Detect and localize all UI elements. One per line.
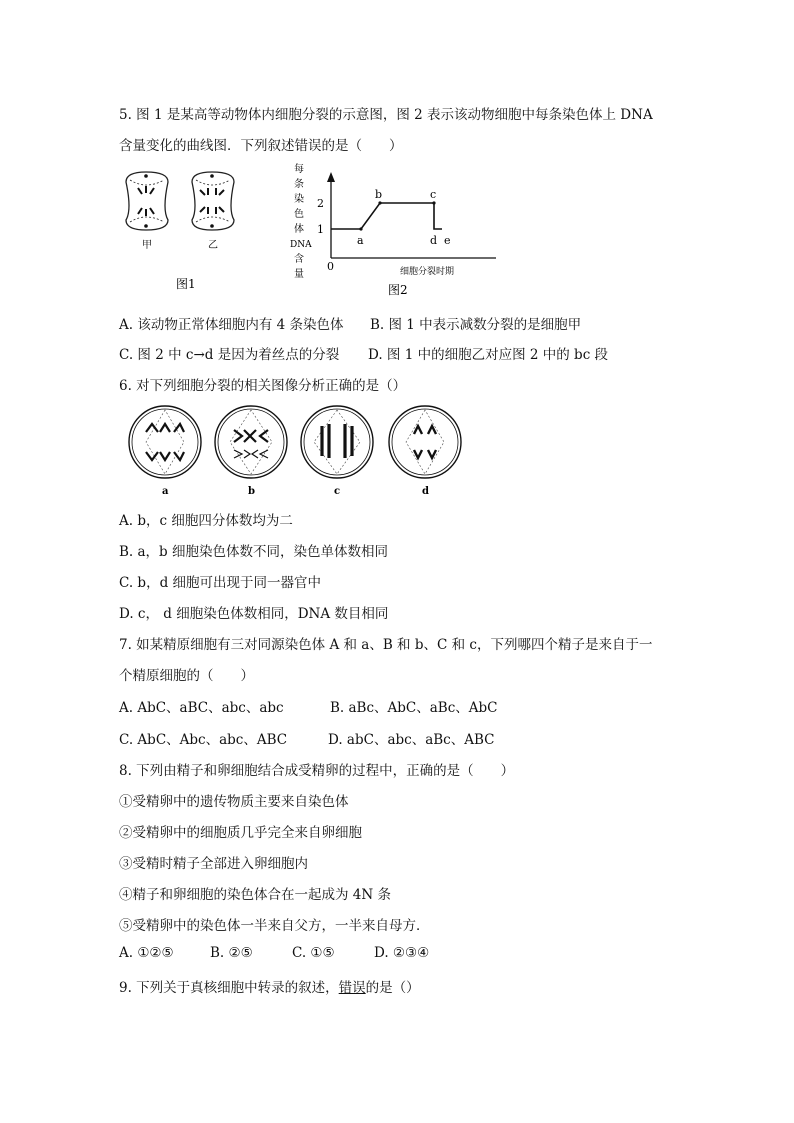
ylabel-char-8: 量: [294, 269, 304, 280]
q7-option-b: B. aBc、AbC、aBc、AbC: [330, 700, 498, 716]
ylabel-char-1: 每: [294, 164, 304, 175]
x-axis-label: 细胞分裂时期: [400, 267, 455, 277]
ylabel-char-2: 条: [294, 179, 304, 190]
q7-option-c: C. AbC、Abc、abc、ABC: [119, 732, 288, 748]
q6-option-b: B. a，b 细胞染色体数不同，染色单体数相同: [119, 544, 388, 560]
figure-1-caption: 图1: [176, 277, 196, 291]
q6-option-c: C. b，d 细胞可出现于同一器官中: [119, 575, 322, 591]
cell-yi-drawing: [192, 172, 234, 230]
ylabel-char-7: 含: [294, 254, 304, 265]
q8-statement-1: ①受精卵中的遗传物质主要来自染色体: [119, 794, 349, 810]
ylabel-char-6: DNA: [290, 240, 312, 250]
ylabel-char-5: 体: [294, 224, 304, 235]
point-b-dot: [378, 201, 381, 204]
point-e-label: e: [444, 234, 451, 247]
q7-stem-line1: 7. 如某精原细胞有三对同源染色体 A 和 a、B 和 b、C 和 c，下列哪四个精子是来自于一: [119, 637, 653, 653]
q5-option-d: D. 图 1 中的细胞乙对应图 2 中的 bc 段: [368, 347, 609, 363]
tick-y-2: 2: [317, 197, 324, 210]
q8-stem: 8. 下列由精子和卵细胞结合成受精卵的过程中，正确的是（ ）: [119, 763, 515, 779]
dna-curve: [331, 203, 442, 229]
cell-jia-drawing: [126, 172, 168, 230]
point-a-label: a: [357, 234, 364, 247]
tick-y-1: 1: [317, 223, 324, 236]
q6-cell-figures: [126, 402, 471, 498]
y-axis-label: [290, 162, 312, 280]
cell-c-drawing: [301, 406, 373, 478]
cell-d-drawing: [389, 406, 461, 478]
q6-option-d: D. c， d 细胞染色体数相同，DNA 数目相同: [119, 606, 389, 622]
cell-b-drawing: [215, 406, 287, 478]
q5-stem-line1: 5. 图 1 是某高等动物体内细胞分裂的示意图，图 2 表示该动物细胞中每条染色体上 DNA: [119, 107, 653, 123]
ylabel-char-4: 色: [294, 209, 304, 220]
point-c-dot: [432, 201, 435, 204]
ylabel-char-3: 染: [294, 194, 304, 205]
point-d-label: d: [430, 234, 438, 247]
q5-option-c: C. 图 2 中 c→d 是因为着丝点的分裂: [119, 347, 340, 363]
q8-statement-5: ⑤受精卵中的染色体一半来自父方，一半来自母方．: [119, 918, 430, 934]
cell-a-label: a: [162, 486, 169, 497]
q9-stem-underlined: 错误: [338, 980, 366, 996]
cell-yi-label: 乙: [208, 240, 218, 251]
q7-option-a: A. AbC、aBC、abc、abc: [119, 700, 284, 716]
q8-option-a: A. ①②⑤: [119, 945, 174, 961]
figure-2-caption: 图2: [388, 283, 408, 297]
q8-option-d: D. ②③④: [374, 945, 430, 961]
q8-statement-4: ④精子和卵细胞的染色体合在一起成为 4N 条: [119, 887, 391, 903]
y-axis-arrow: [327, 172, 335, 182]
q8-statement-2: ②受精卵中的细胞质几乎完全来自卵细胞: [119, 825, 362, 841]
q5-option-a: A. 该动物正常体细胞内有 4 条染色体: [119, 317, 344, 333]
point-a-dot: [359, 227, 362, 230]
cell-d-label: d: [422, 486, 429, 497]
q9-stem-prefix: 9. 下列关于真核细胞中转录的叙述，: [119, 980, 339, 996]
figure-2: [284, 158, 514, 298]
cell-jia-label: 甲: [142, 240, 152, 251]
point-c-label: c: [430, 188, 437, 201]
q8-option-c: C. ①⑤: [292, 945, 335, 961]
cell-b-label: b: [248, 486, 255, 497]
q5-option-b: B. 图 1 中表示减数分裂的是细胞甲: [370, 317, 582, 333]
q8-statement-3: ③受精时精子全部进入卵细胞内: [119, 856, 308, 872]
q7-stem-line2: 个精原细胞的（ ）: [119, 668, 254, 684]
q9-stem: [119, 976, 420, 996]
cell-a-drawing: [129, 406, 201, 478]
q6-option-a: A. b，c 细胞四分体数均为二: [119, 513, 293, 529]
q6-stem: 6. 对下列细胞分裂的相关图像分析正确的是（）: [119, 378, 407, 394]
q8-option-b: B. ②⑤: [210, 945, 253, 961]
q5-stem-line2: 含量变化的曲线图．下列叙述错误的是（ ）: [119, 138, 403, 154]
q9-stem-suffix: 的是（）: [365, 980, 420, 996]
q7-option-d: D. abC、abc、aBc、ABC: [328, 732, 495, 748]
figure-1: [116, 170, 256, 298]
point-b-label: b: [375, 188, 383, 201]
tick-origin: 0: [327, 260, 334, 273]
cell-c-label: c: [334, 486, 341, 497]
